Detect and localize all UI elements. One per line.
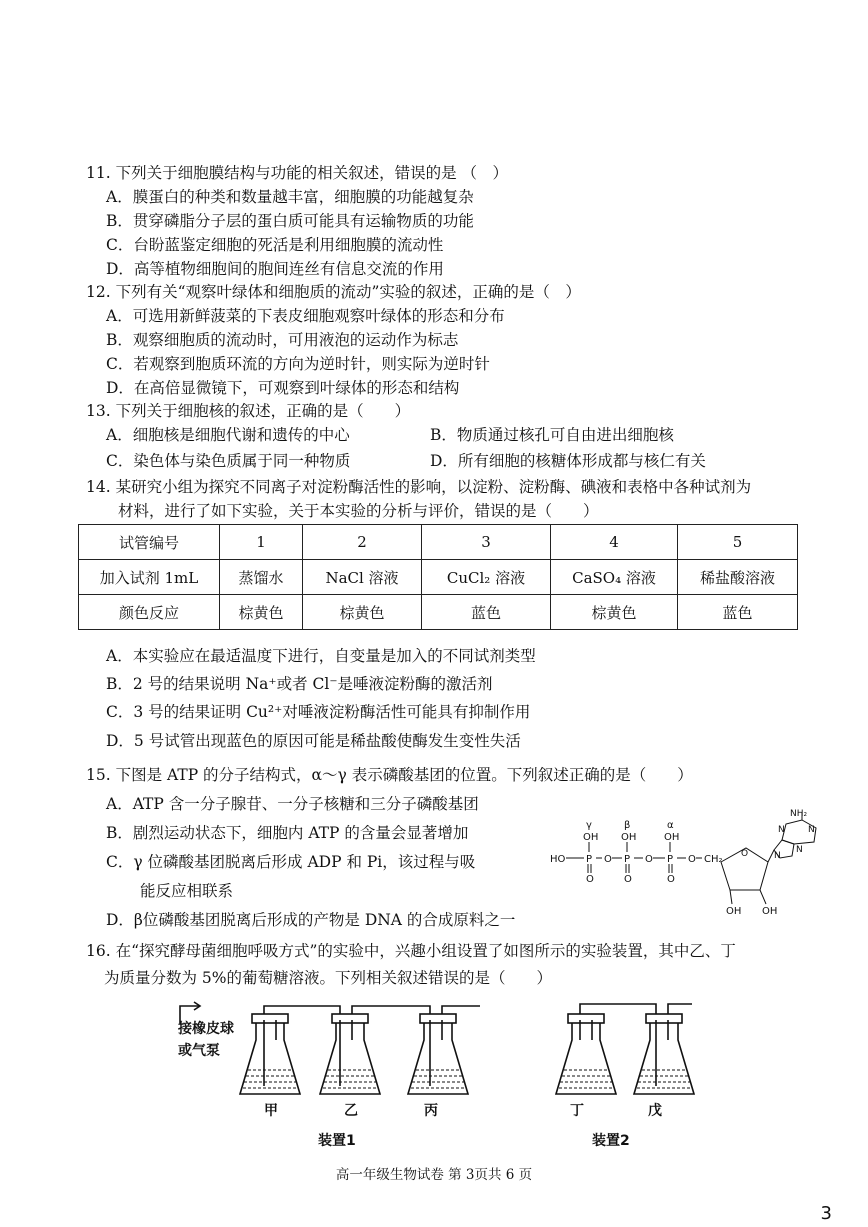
q14-option-d: D．5 号试管出现蓝色的原因可能是稀盐酸使酶发生变性失活 — [106, 732, 521, 750]
oh-label: OH — [726, 906, 742, 917]
oh-label: OH — [664, 832, 680, 843]
o-label: O — [586, 874, 594, 885]
table-cell: NaCl 溶液 — [303, 560, 422, 595]
oh-label: OH — [583, 832, 599, 843]
table-cell: 蒸馏水 — [220, 560, 303, 595]
q13-option-d: D．所有细胞的核糖体形成都与核仁有关 — [430, 452, 706, 470]
q12-option-a: A．可选用新鲜菠菜的下表皮细胞观察叶绿体的形态和分布 — [106, 307, 505, 325]
q15-option-b: B．剧烈运动状态下，细胞内 ATP 的含量会显著增加 — [106, 824, 469, 842]
flask-label-jia: 甲 — [264, 1103, 278, 1119]
page-number: 3 — [820, 1203, 832, 1224]
flask-label-yi: 乙 — [344, 1103, 358, 1119]
p-label: P — [586, 854, 593, 865]
table-cell: CuCl₂ 溶液 — [422, 560, 551, 595]
nh2-label: NH₂ — [790, 809, 808, 819]
table-row — [79, 560, 798, 595]
n-label: N — [808, 825, 815, 835]
table-row — [79, 595, 798, 630]
q16-stem-line1: 16. 在“探究酵母菌细胞呼吸方式”的实验中，兴趣小组设置了如图所示的实验装置，其中乙、丁 — [86, 942, 736, 960]
table-cell: CaSO₄ 溶液 — [551, 560, 678, 595]
table-cell: 2 — [303, 525, 422, 560]
q11-stem: 11. 下列关于细胞膜结构与功能的相关叙述，错误的是 （ ） — [86, 164, 509, 182]
flask-label-wu: 戊 — [648, 1103, 662, 1119]
q14-stem-line1: 14. 某研究小组为探究不同离子对淀粉酶活性的影响，以淀粉、淀粉酶、碘液和表格中各种试剂为 — [86, 478, 752, 496]
flask-label-bing: 丙 — [424, 1103, 438, 1119]
experiment-table — [78, 524, 798, 630]
q15-stem: 15. 下图是 ATP 的分子结构式，α～γ 表示磷酸基团的位置。下列叙述正确的是（ ） — [86, 766, 693, 784]
q11-option-d: D．高等植物细胞间的胞间连丝有信息交流的作用 — [106, 260, 444, 278]
respiration-apparatus-diagram — [160, 1000, 700, 1110]
ho-label: HO — [550, 854, 566, 865]
q13-option-c: C．染色体与染色质属于同一种物质 — [106, 452, 351, 470]
n-label: N — [778, 825, 785, 835]
gamma-label: γ — [586, 820, 592, 831]
table-cell: 4 — [551, 525, 678, 560]
pump-label-line1: 接橡皮球 — [178, 1021, 234, 1037]
table-row — [79, 525, 798, 560]
q15-option-c: C．γ 位磷酸基团脱离后形成 ADP 和 Pi，该过程与吸 — [106, 853, 476, 871]
q12-option-b: B．观察细胞质的流动时，可用液泡的运动作为标志 — [106, 331, 459, 349]
q15-option-a: A．ATP 含一分子腺苷、一分子核糖和三分子磷酸基团 — [106, 795, 479, 813]
ch2-label: CH₂ — [704, 854, 723, 865]
pump-label-line2: 或气泵 — [178, 1043, 220, 1059]
o-label: O — [624, 874, 632, 885]
o-label: O — [604, 854, 612, 865]
q15-option-d: D．β位磷酸基团脱离后形成的产物是 DNA 的合成原料之一 — [106, 911, 516, 929]
atp-structure-diagram — [546, 809, 836, 920]
q11-option-a: A．膜蛋白的种类和数量越丰富，细胞膜的功能越复杂 — [106, 188, 474, 206]
q13-option-a: A．细胞核是细胞代谢和遗传的中心 — [106, 426, 350, 444]
setup2-label: 装置2 — [592, 1133, 630, 1149]
setup1-label: 装置1 — [318, 1133, 356, 1149]
o-label: O — [645, 854, 653, 865]
page-footer: 高一年级生物试卷 第 3页共 6 页 — [335, 1167, 533, 1183]
table-cell: 颜色反应 — [79, 595, 220, 630]
table-cell: 3 — [422, 525, 551, 560]
table-cell: 稀盐酸溶液 — [678, 560, 798, 595]
alpha-label: α — [667, 820, 674, 831]
q14-option-b: B．2 号的结果说明 Na⁺或者 Cl⁻是唾液淀粉酶的激活剂 — [106, 675, 493, 693]
q13-option-b: B．物质通过核孔可自由进出细胞核 — [430, 426, 674, 444]
beta-label: β — [624, 820, 631, 831]
table-cell: 蓝色 — [678, 595, 798, 630]
q11-option-c: C．台盼蓝鉴定细胞的死活是利用细胞膜的流动性 — [106, 236, 444, 254]
table-cell: 棕黄色 — [303, 595, 422, 630]
table-cell: 蓝色 — [422, 595, 551, 630]
o-label: O — [667, 874, 675, 885]
q14-option-c: C．3 号的结果证明 Cu²⁺对唾液淀粉酶活性可能具有抑制作用 — [106, 703, 531, 721]
q15-option-c-cont: 能反应相联系 — [140, 882, 234, 900]
q16-stem-line2: 为质量分数为 5%的葡萄糖溶液。下列相关叙述错误的是（ ） — [104, 969, 553, 987]
table-cell: 加入试剂 1mL — [79, 560, 220, 595]
o-label: O — [741, 849, 749, 859]
q12-stem: 12. 下列有关“观察叶绿体和细胞质的流动”实验的叙述，正确的是（ ） — [86, 283, 581, 301]
q12-option-c: C．若观察到胞质环流的方向为逆时针，则实际为逆时针 — [106, 355, 490, 373]
q11-option-b: B．贯穿磷脂分子层的蛋白质可能具有运输物质的功能 — [106, 212, 474, 230]
n-label: N — [796, 845, 803, 855]
table-cell: 棕黄色 — [551, 595, 678, 630]
table-cell: 5 — [678, 525, 798, 560]
q14-option-a: A．本实验应在最适温度下进行，自变量是加入的不同试剂类型 — [106, 647, 536, 665]
n-label: N — [774, 851, 781, 861]
p-label: P — [624, 854, 631, 865]
o-label: O — [688, 854, 696, 865]
table-cell: 棕黄色 — [220, 595, 303, 630]
oh-label: OH — [762, 906, 778, 917]
q14-stem-line2: 材料，进行了如下实验，关于本实验的分析与评价，错误的是（ ） — [118, 502, 599, 520]
oh-label: OH — [621, 832, 637, 843]
table-cell: 1 — [220, 525, 303, 560]
p-label: P — [667, 854, 674, 865]
q12-option-d: D．在高倍显微镜下，可观察到叶绿体的形态和结构 — [106, 379, 460, 397]
q13-stem: 13. 下列关于细胞核的叙述，正确的是（ ） — [86, 402, 411, 420]
flask-label-ding: 丁 — [570, 1103, 584, 1119]
table-cell: 试管编号 — [79, 525, 220, 560]
